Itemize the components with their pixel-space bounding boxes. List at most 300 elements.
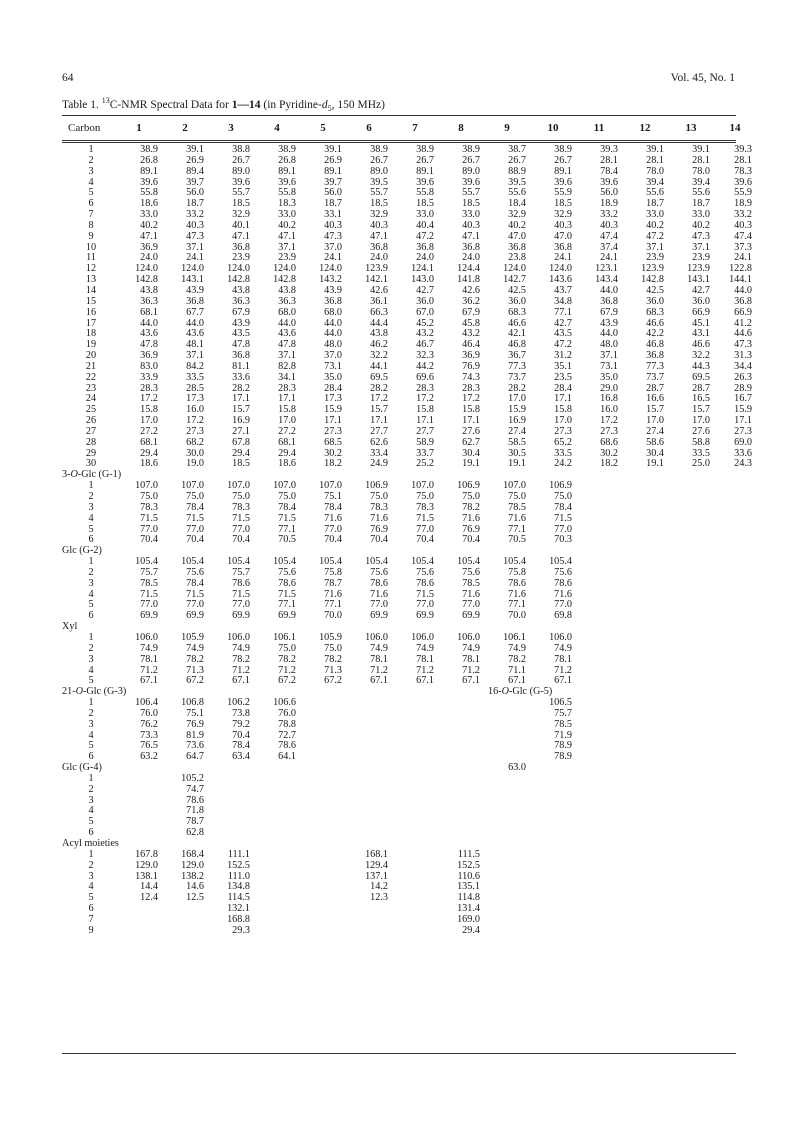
shift-value: 44.4 xyxy=(370,317,388,329)
empty-cell xyxy=(626,720,672,731)
shift-value: 106.9 xyxy=(365,480,388,492)
shift-value: 27.3 xyxy=(554,425,572,437)
table-row xyxy=(62,926,760,937)
shift-value: 77.0 xyxy=(554,599,572,611)
shift-value: 81.1 xyxy=(232,360,250,372)
shift-value: 36.0 xyxy=(508,295,526,307)
shift-value: 138.2 xyxy=(181,870,204,882)
empty-cell xyxy=(350,752,396,763)
shift-value: 75.0 xyxy=(186,491,204,502)
carbon-number: 11 xyxy=(86,252,96,264)
shift-value: 27.3 xyxy=(600,425,618,437)
empty-cell xyxy=(672,893,718,904)
shift-value: 36.0 xyxy=(692,295,710,307)
shift-value: 27.4 xyxy=(508,425,526,437)
empty-cell xyxy=(488,731,534,742)
page-number: 64 xyxy=(62,72,74,84)
carbon-number: 4 xyxy=(88,664,94,676)
empty-cell xyxy=(580,882,626,893)
caption-sub: 5 xyxy=(327,104,332,114)
carbon-number: 5 xyxy=(88,816,94,828)
empty-cell xyxy=(626,579,672,590)
shift-value: 31.2 xyxy=(554,350,572,362)
shift-value: 46.6 xyxy=(692,339,710,351)
shift-value: 15.7 xyxy=(370,404,388,416)
shift-value: 28.7 xyxy=(692,382,710,394)
shift-value: 105.4 xyxy=(365,556,388,568)
shift-value: 26.7 xyxy=(508,154,526,166)
carbon-number: 2 xyxy=(88,566,94,578)
empty-cell xyxy=(442,752,488,763)
empty-cell xyxy=(534,872,580,883)
empty-cell xyxy=(442,731,488,742)
shift-value: 67.7 xyxy=(186,306,204,318)
carbon-number: 2 xyxy=(88,859,94,871)
shift-value xyxy=(166,926,212,937)
shift-value: 68.3 xyxy=(646,306,664,318)
column-header-12: 12 xyxy=(639,122,651,134)
carbon-number: 21 xyxy=(85,360,97,372)
carbon-number: 24 xyxy=(85,393,97,405)
empty-cell xyxy=(626,861,672,872)
shift-value: 24.0 xyxy=(416,252,434,264)
empty-cell xyxy=(672,481,718,492)
shift-value: 28.2 xyxy=(232,382,250,394)
shift-value: 67.9 xyxy=(462,306,480,318)
shift-value: 24.1 xyxy=(324,252,342,264)
shift-value: 69.9 xyxy=(186,610,204,622)
shift-value: 14.6 xyxy=(186,881,204,893)
shift-value: 69.9 xyxy=(278,610,296,622)
column-header-4: 4 xyxy=(274,122,280,134)
shift-value: 70.5 xyxy=(278,534,296,546)
shift-value: 15.9 xyxy=(508,404,526,416)
empty-cell xyxy=(718,752,760,763)
carbon-number: 30 xyxy=(85,458,97,470)
shift-value: 67.0 xyxy=(416,306,434,318)
shift-value: 19.1 xyxy=(508,458,526,470)
empty-cell xyxy=(396,915,442,926)
shift-value: 55.9 xyxy=(734,187,752,199)
shift-value: 32.2 xyxy=(692,350,710,362)
empty-cell xyxy=(396,698,442,709)
shift-value: 30.4 xyxy=(646,447,664,459)
shift-value: 12.3 xyxy=(370,892,388,904)
empty-cell xyxy=(626,806,672,817)
empty-cell xyxy=(212,817,258,828)
shift-value: 39.4 xyxy=(646,176,664,188)
shift-value: 18.7 xyxy=(324,198,342,210)
column-header-10: 10 xyxy=(547,122,559,134)
shift-value: 129.4 xyxy=(365,859,388,871)
shift-value: 28.3 xyxy=(462,382,480,394)
shift-value: 18.5 xyxy=(232,198,250,210)
empty-cell xyxy=(304,741,350,752)
shift-value: 71.6 xyxy=(324,588,342,600)
empty-cell xyxy=(672,557,718,568)
empty-cell xyxy=(626,698,672,709)
empty-cell xyxy=(396,806,442,817)
shift-value-g5: 78.9 xyxy=(554,740,572,752)
empty-cell xyxy=(626,796,672,807)
shift-value: 123.9 xyxy=(687,263,710,275)
empty-cell xyxy=(626,741,672,752)
shift-value: 131.4 xyxy=(457,903,480,915)
shift-value: 32.9 xyxy=(508,209,526,221)
empty-cell xyxy=(534,806,580,817)
shift-value: 40.2 xyxy=(692,219,710,231)
empty-cell xyxy=(488,904,534,915)
empty-cell xyxy=(488,709,534,720)
shift-value: 75.6 xyxy=(186,566,204,578)
empty-cell xyxy=(580,806,626,817)
shift-value: 77.0 xyxy=(140,599,158,611)
shift-value: 26.7 xyxy=(554,154,572,166)
caption-prefix: Table 1. xyxy=(62,98,99,111)
shift-value: 71.5 xyxy=(140,512,158,524)
shift-value: 77.0 xyxy=(232,523,250,535)
empty-cell xyxy=(718,655,760,666)
empty-cell xyxy=(672,785,718,796)
shift-value: 143.1 xyxy=(687,274,710,286)
empty-cell xyxy=(258,872,304,883)
shift-value: 77.1 xyxy=(278,523,296,535)
shift-value: 78.0 xyxy=(692,165,710,177)
shift-value: 73.6 xyxy=(186,740,204,752)
empty-cell xyxy=(396,720,442,731)
shift-value: 78.1 xyxy=(462,653,480,665)
shift-value: 43.8 xyxy=(140,284,158,296)
shift-value: 58.9 xyxy=(416,436,434,448)
empty-cell xyxy=(718,579,760,590)
shift-value: 124.0 xyxy=(227,263,250,275)
shift-value: 74.9 xyxy=(462,642,480,654)
section-row-g4 xyxy=(62,763,760,774)
carbon-number: 3 xyxy=(88,577,94,589)
table-row xyxy=(62,893,760,904)
empty-cell xyxy=(626,752,672,763)
shift-value: 105.4 xyxy=(273,556,296,568)
empty-cell xyxy=(488,698,534,709)
shift-value-g5: 75.7 xyxy=(554,707,572,719)
carbon-number: 4 xyxy=(88,588,94,600)
shift-value: 105.9 xyxy=(319,631,342,643)
shift-value: 71.2 xyxy=(554,664,572,676)
shift-value: 33.0 xyxy=(140,209,158,221)
shift-value: 78.2 xyxy=(232,653,250,665)
shift-value: 16.0 xyxy=(186,404,204,416)
shift-value: 12.4 xyxy=(140,892,158,904)
shift-value: 44.0 xyxy=(734,284,752,296)
shift-value: 152.5 xyxy=(227,859,250,871)
shift-value: 71.6 xyxy=(370,588,388,600)
shift-value: 30.2 xyxy=(324,447,342,459)
empty-cell xyxy=(258,806,304,817)
shift-value: 78.0 xyxy=(646,165,664,177)
caption-text3: , 150 MHz) xyxy=(331,98,385,111)
shift-value: 75.0 xyxy=(554,491,572,502)
empty-cell xyxy=(580,915,626,926)
empty-cell xyxy=(396,817,442,828)
shift-value: 55.8 xyxy=(278,187,296,199)
shift-value xyxy=(166,915,212,926)
shift-value: 78.4 xyxy=(232,740,250,752)
shift-value: 77.1 xyxy=(508,523,526,535)
empty-cell xyxy=(672,503,718,514)
shift-value: 76.9 xyxy=(370,523,388,535)
empty-cell xyxy=(212,785,258,796)
empty-cell xyxy=(672,579,718,590)
shift-value: 28.1 xyxy=(692,154,710,166)
shift-value: 168.4 xyxy=(181,848,204,860)
shift-value-g5: 63.0 xyxy=(508,762,526,774)
shift-value: 39.6 xyxy=(416,176,434,188)
carbon-number: 4 xyxy=(88,176,94,188)
shift-value: 75.0 xyxy=(508,491,526,502)
empty-cell xyxy=(488,850,534,861)
carbon-number: 2 xyxy=(88,642,94,654)
shift-value: 18.9 xyxy=(600,198,618,210)
shift-value: 75.7 xyxy=(140,566,158,578)
empty-cell xyxy=(626,633,672,644)
shift-value: 18.6 xyxy=(140,458,158,470)
carbon-number: 15 xyxy=(85,295,97,307)
shift-value: 74.9 xyxy=(554,642,572,654)
empty-cell xyxy=(718,698,760,709)
empty-cell xyxy=(672,828,718,839)
shift-value: 123.9 xyxy=(365,263,388,275)
table-row xyxy=(62,514,760,525)
column-header-7: 7 xyxy=(412,122,418,134)
table-row xyxy=(62,666,760,677)
shift-value: 71.8 xyxy=(186,805,204,817)
shift-value: 33.6 xyxy=(232,371,250,383)
carbon-number: 4 xyxy=(88,512,94,524)
shift-value: 114.5 xyxy=(227,892,250,904)
shift-value: 37.0 xyxy=(324,350,342,362)
table-row xyxy=(62,915,760,926)
empty-cell xyxy=(718,904,760,915)
shift-value: 42.7 xyxy=(416,284,434,296)
empty-cell xyxy=(488,861,534,872)
shift-value: 106.9 xyxy=(457,480,480,492)
shift-value: 32.9 xyxy=(232,209,250,221)
shift-value: 27.4 xyxy=(646,425,664,437)
shift-value: 78.6 xyxy=(186,794,204,806)
empty-cell xyxy=(304,926,350,937)
shift-value: 34.4 xyxy=(734,360,752,372)
shift-value: 169.0 xyxy=(457,913,480,925)
carbon-number: 6 xyxy=(88,827,94,839)
shift-value: 73.3 xyxy=(140,729,158,741)
carbon-number: 6 xyxy=(88,610,94,622)
shift-value: 47.0 xyxy=(508,230,526,242)
carbon-number: 2 xyxy=(88,491,94,502)
shift-value: 77.0 xyxy=(462,599,480,611)
shift-value: 26.8 xyxy=(278,154,296,166)
shift-value: 75.6 xyxy=(278,566,296,578)
shift-value: 43.8 xyxy=(232,284,250,296)
shift-value: 107.0 xyxy=(411,480,434,492)
shift-value: 75.8 xyxy=(508,566,526,578)
shift-value: 33.7 xyxy=(416,447,434,459)
shift-value: 33.5 xyxy=(186,371,204,383)
carbon-number: 22 xyxy=(85,371,97,383)
shift-value: 32.9 xyxy=(554,209,572,221)
shift-value: 89.0 xyxy=(462,165,480,177)
shift-value: 46.6 xyxy=(646,317,664,329)
empty-cell xyxy=(580,893,626,904)
shift-value: 26.8 xyxy=(140,154,158,166)
shift-value-g5: 71.9 xyxy=(554,729,572,741)
empty-cell xyxy=(626,774,672,785)
shift-value: 43.5 xyxy=(554,328,572,340)
shift-value: 67.1 xyxy=(140,675,158,687)
shift-value: 70.4 xyxy=(324,534,342,546)
empty-cell xyxy=(626,709,672,720)
shift-value: 42.1 xyxy=(508,328,526,340)
shift-value: 37.1 xyxy=(646,241,664,253)
empty-cell xyxy=(580,861,626,872)
shift-value: 107.0 xyxy=(227,480,250,492)
empty-cell xyxy=(718,828,760,839)
shift-value: 43.1 xyxy=(692,328,710,340)
empty-cell xyxy=(534,763,580,774)
empty-cell xyxy=(672,741,718,752)
shift-value: 70.5 xyxy=(508,534,526,546)
header-rule-2 xyxy=(62,142,736,143)
empty-cell xyxy=(212,806,258,817)
empty-cell xyxy=(718,915,760,926)
shift-value: 18.5 xyxy=(554,198,572,210)
empty-cell xyxy=(672,731,718,742)
shift-value: 106.9 xyxy=(549,480,572,492)
shift-value: 55.6 xyxy=(508,187,526,199)
empty-cell xyxy=(488,785,534,796)
shift-value: 15.7 xyxy=(232,404,250,416)
shift-value: 71.2 xyxy=(462,664,480,676)
shift-value: 28.2 xyxy=(370,382,388,394)
shift-value: 25.2 xyxy=(416,458,434,470)
shift-value: 105.4 xyxy=(135,556,158,568)
empty-cell xyxy=(488,872,534,883)
empty-cell xyxy=(626,882,672,893)
shift-value: 36.8 xyxy=(232,241,250,253)
section-title-italic: O xyxy=(70,469,78,481)
shift-value: 67.1 xyxy=(462,675,480,687)
carbon-number: 4 xyxy=(88,805,94,817)
carbon-number: 1 xyxy=(88,480,94,492)
shift-value: 56.0 xyxy=(600,187,618,199)
empty-cell xyxy=(580,774,626,785)
shift-value: 124.4 xyxy=(457,263,480,275)
shift-value: 17.0 xyxy=(278,415,296,427)
shift-value: 27.2 xyxy=(140,425,158,437)
empty-cell xyxy=(534,796,580,807)
shift-value: 40.3 xyxy=(324,219,342,231)
shift-value: 25.0 xyxy=(692,458,710,470)
shift-value: 67.8 xyxy=(232,436,250,448)
shift-value: 78.4 xyxy=(600,165,618,177)
shift-value: 33.2 xyxy=(600,209,618,221)
carbon-number: 1 xyxy=(88,697,94,709)
shift-value: 71.2 xyxy=(140,664,158,676)
shift-value: 73.7 xyxy=(508,371,526,383)
empty-cell xyxy=(350,828,396,839)
empty-cell xyxy=(120,806,166,817)
empty-cell xyxy=(672,752,718,763)
shift-value: 29.4 xyxy=(232,447,250,459)
shift-value: 16.6 xyxy=(646,393,664,405)
shift-value: 106.4 xyxy=(135,697,158,709)
shift-value: 43.9 xyxy=(324,284,342,296)
empty-cell xyxy=(718,861,760,872)
shift-value: 106.0 xyxy=(411,631,434,643)
shift-value: 55.8 xyxy=(140,187,158,199)
shift-value: 27.3 xyxy=(734,425,752,437)
shift-value: 43.6 xyxy=(186,328,204,340)
shift-value: 44.0 xyxy=(324,317,342,329)
empty-cell xyxy=(580,698,626,709)
shift-value: 107.0 xyxy=(503,480,526,492)
shift-value: 106.2 xyxy=(227,697,250,709)
shift-value: 110.6 xyxy=(457,870,480,882)
shift-value: 105.2 xyxy=(181,772,204,784)
shift-value: 66.9 xyxy=(692,306,710,318)
shift-value: 36.8 xyxy=(462,241,480,253)
shift-value: 44.0 xyxy=(600,328,618,340)
shift-value: 56.0 xyxy=(186,187,204,199)
empty-cell xyxy=(258,915,304,926)
shift-value: 29.3 xyxy=(232,924,250,936)
empty-cell xyxy=(488,796,534,807)
shift-value: 55.7 xyxy=(462,187,480,199)
shift-value: 47.3 xyxy=(734,339,752,351)
shift-value: 74.9 xyxy=(416,642,434,654)
shift-value: 18.5 xyxy=(462,198,480,210)
empty-cell xyxy=(672,590,718,601)
shift-value: 63.2 xyxy=(140,751,158,763)
carbon-number: 17 xyxy=(85,317,97,329)
table-row xyxy=(62,882,760,893)
shift-value: 71.2 xyxy=(278,664,296,676)
section-title-xyl: Xyl xyxy=(62,621,78,633)
shift-value: 78.3 xyxy=(232,501,250,513)
empty-cell xyxy=(672,514,718,525)
shift-value: 36.7 xyxy=(508,350,526,362)
shift-value: 39.1 xyxy=(324,144,342,155)
empty-cell xyxy=(488,915,534,926)
shift-value: 106.0 xyxy=(457,631,480,643)
table-row xyxy=(62,655,760,666)
shift-value: 38.8 xyxy=(232,144,250,155)
shift-value: 43.8 xyxy=(278,284,296,296)
empty-cell xyxy=(212,828,258,839)
shift-value: 106.0 xyxy=(549,631,572,643)
shift-value: 27.3 xyxy=(324,425,342,437)
shift-value: 36.1 xyxy=(370,295,388,307)
shift-value: 39.5 xyxy=(370,176,388,188)
shift-value: 39.6 xyxy=(278,176,296,188)
empty-cell xyxy=(304,817,350,828)
shift-value: 78.4 xyxy=(186,501,204,513)
shift-value: 77.1 xyxy=(508,599,526,611)
shift-value: 143.6 xyxy=(549,274,572,286)
shift-value: 71.5 xyxy=(186,588,204,600)
empty-cell xyxy=(626,666,672,677)
shift-value: 71.5 xyxy=(232,512,250,524)
shift-value: 30.5 xyxy=(508,447,526,459)
